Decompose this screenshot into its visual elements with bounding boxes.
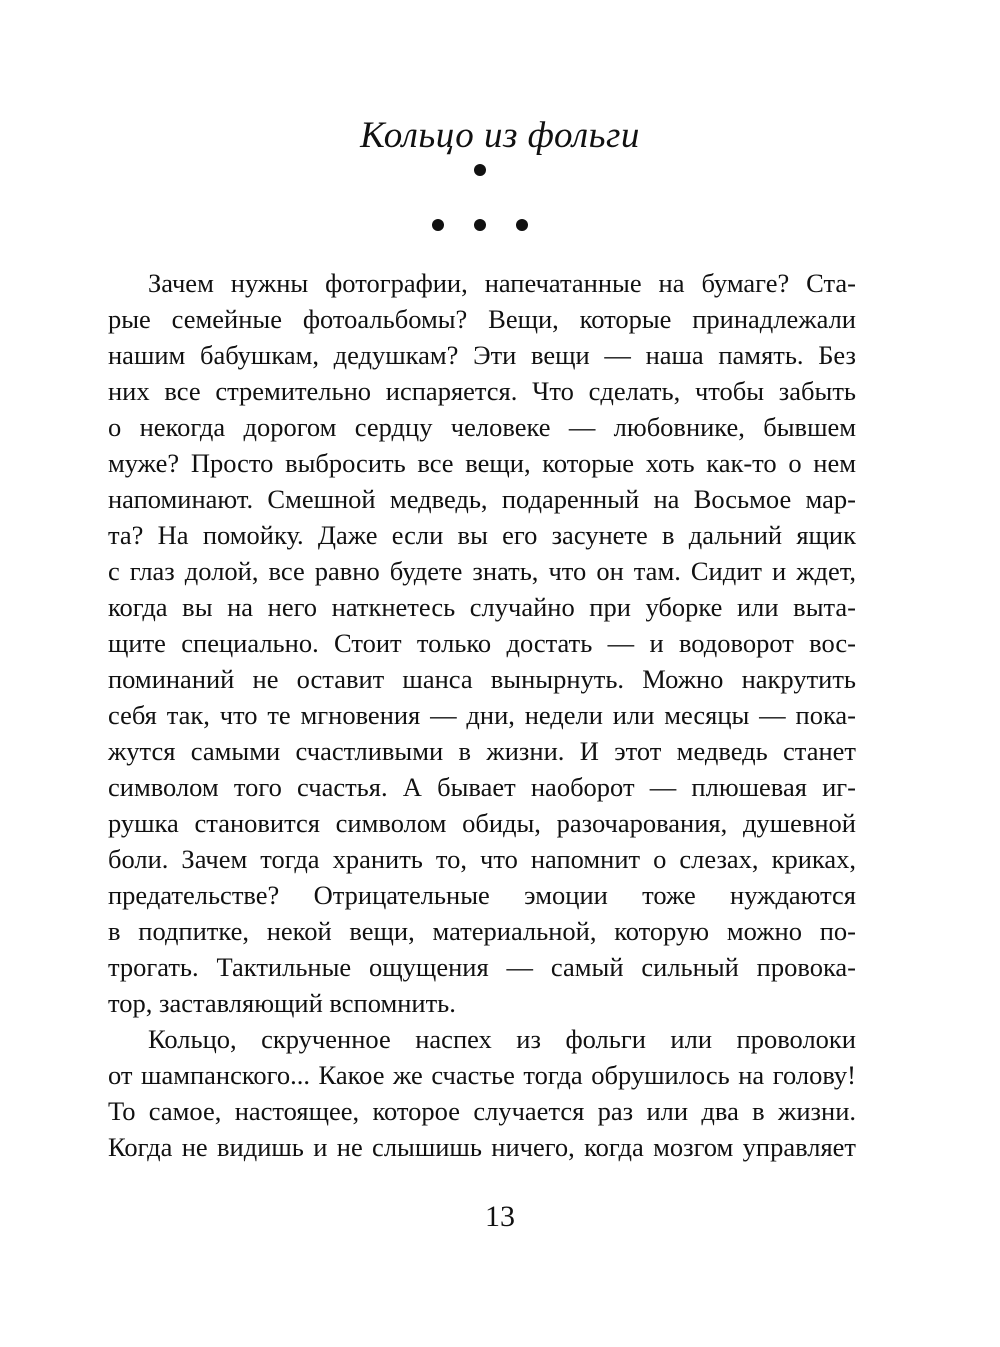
text-line: с глаз долой, все равно будете знать, что он там. Сидит и ждет, (108, 556, 856, 586)
text-line: муже? Просто выбросить все вещи, которые хоть как-то о нем (108, 448, 856, 478)
text-line: Кольцо, скрученное наспех из фольги или проволоки (148, 1024, 856, 1054)
text-line: о некогда дорогом сердцу человеке — любовнике, бывшем (108, 412, 856, 442)
text-line: когда вы на него наткнетесь случайно при уборке или выта- (108, 592, 856, 622)
text-line: та? На помойку. Даже если вы его засунете в дальний ящик (108, 520, 856, 550)
ornament-dot (516, 219, 528, 231)
text-line: щите специально. Стоит только достать — и водоворот вос- (108, 628, 856, 658)
text-line: жутся самыми счастливыми в жизни. И этот медведь станет (108, 736, 856, 766)
text-line: Зачем нужны фотографии, напечатанные на бумаге? Ста- (148, 268, 856, 298)
text-line: Когда не видишь и не слышишь ничего, когда мозгом управляет (108, 1132, 856, 1162)
body-text (108, 265, 856, 1165)
text-line: тор, заставляющий вспомнить. (108, 988, 456, 1018)
text-line: них все стремительно испаряется. Что сделать, чтобы забыть (108, 376, 856, 406)
text-line: в подпитке, некой вещи, материальной, которую можно по- (108, 916, 856, 946)
text-line: боли. Зачем тогда хранить то, что напомнит о слезах, криках, (108, 844, 856, 874)
text-line: предательстве? Отрицательные эмоции тоже нуждаются (108, 880, 856, 910)
ornament-dot (474, 219, 486, 231)
title-bullet-dot (474, 164, 486, 176)
text-line: символом того счастья. А бывает наоборот — плюшевая иг- (108, 772, 856, 802)
text-line: напоминают. Смешной медведь, подаренный на Восьмое мар- (108, 484, 856, 514)
text-line: себя так, что те мгновения — дни, недели или месяцы — пока- (108, 700, 856, 730)
chapter-title: Кольцо из фольги (360, 115, 640, 156)
text-line: от шампанского... Какое же счастье тогда обрушилось на голову! (108, 1060, 856, 1090)
section-ornament (432, 218, 528, 232)
text-line: поминаний не оставит шанса вынырнуть. Можно накрутить (108, 664, 856, 694)
ornament-dot (432, 219, 444, 231)
text-line: рые семейные фотоальбомы? Вещи, которые принадлежали (108, 304, 856, 334)
text-line: нашим бабушкам, дедушкам? Эти вещи — наша память. Без (108, 340, 856, 370)
page-number: 13 (485, 1200, 515, 1233)
text-line: рушка становится символом обиды, разочарования, душевной (108, 808, 856, 838)
text-line: трогать. Тактильные ощущения — самый сильный провока- (108, 952, 856, 982)
text-line: То самое, настоящее, которое случается раз или два в жизни. (108, 1096, 856, 1126)
